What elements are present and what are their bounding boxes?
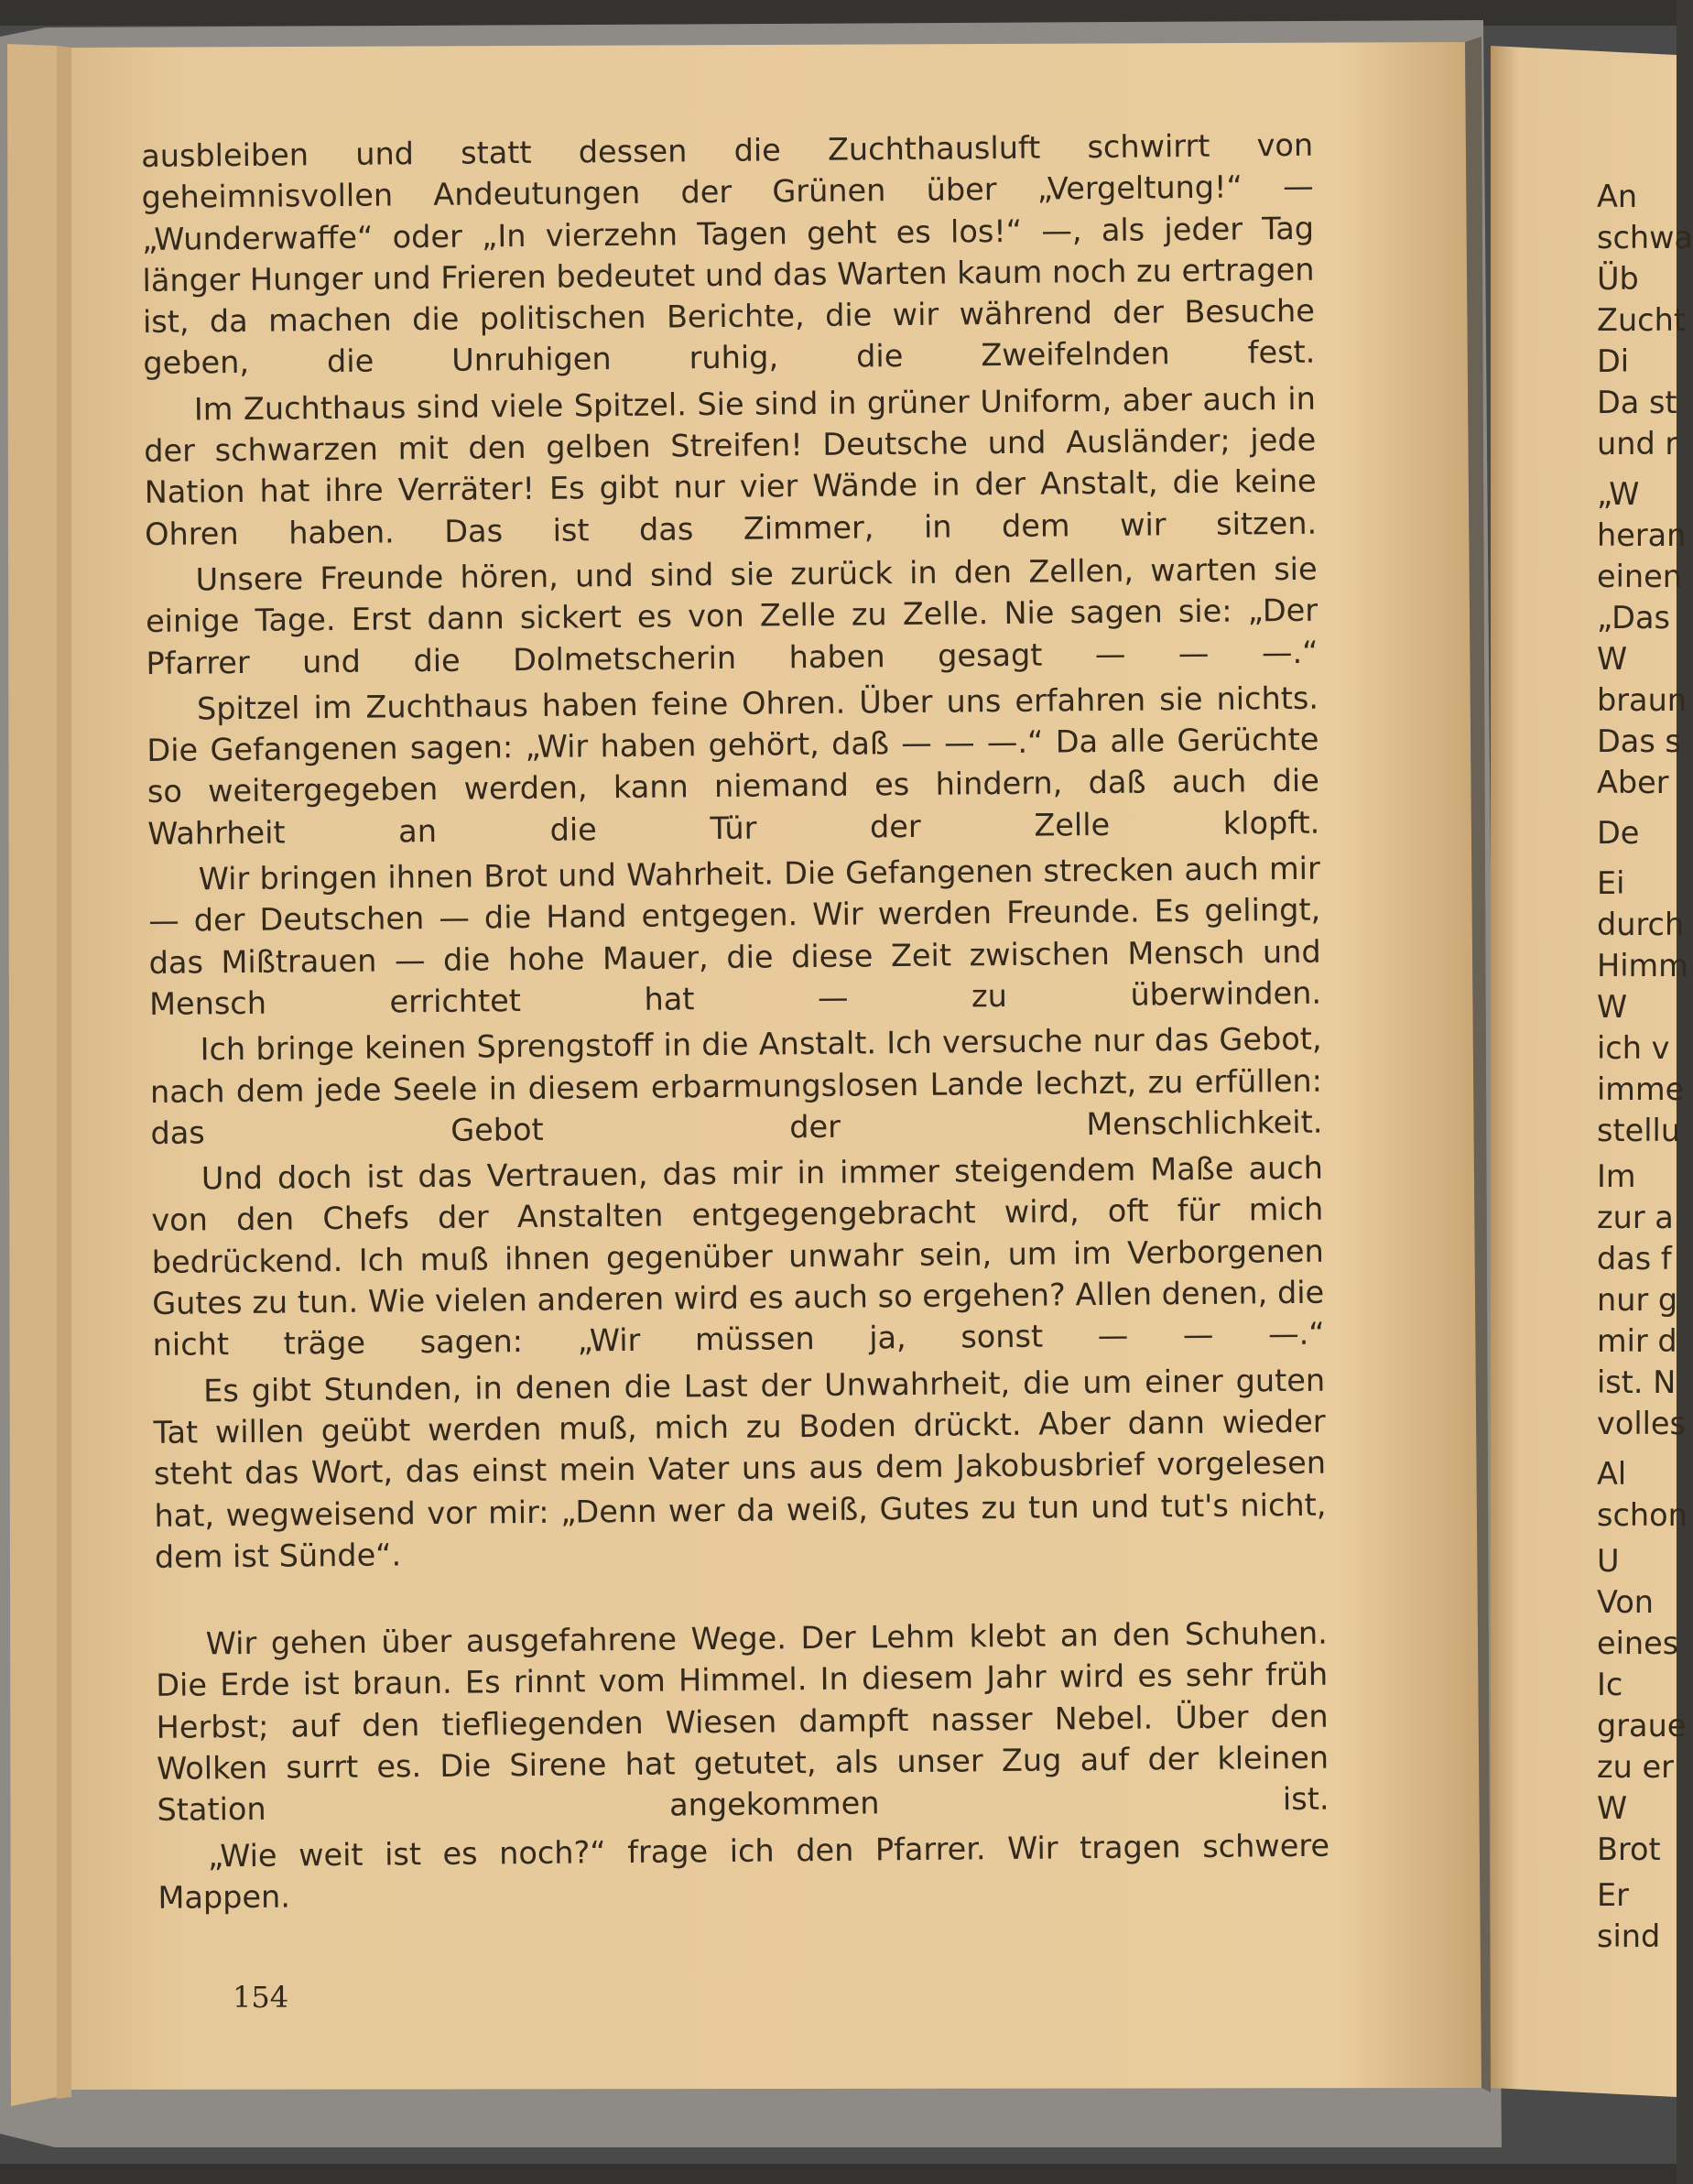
facing-line: nur g xyxy=(1597,1282,1678,1318)
facing-line: Ei xyxy=(1597,865,1625,901)
paragraph: Wir gehen über ausgefahrene Wege. Der Lehm klebt an den Schuhen. Die Erde ist braun. Es rinnt vom Himmel. In diesem Jahr wird es sehr früh Herbst; auf den tiefliegenden Wiesen dampft nasser Nebel. Über den Wolken surrt es. Die Sirene hat getutet, als unser Zug auf der kleinen Station angekommen ist. xyxy=(156,1614,1329,1829)
facing-line: braun xyxy=(1597,682,1688,718)
paragraph: ausbleiben und statt dessen die Zuchthausluft schwirrt von geheimnisvollen Andeutungen der Grünen über „Vergeltung!“ — „Wunderwaffe“ oder „In vierzehn Tagen geht es los!“ —, als jeder Tag länger Hunger und Frieren bedeutet und das Warten kaum noch zu ertragen ist, da machen die politischen Berichte, die wir während der Besuche geben, die Unruhigen ruhig, die Zweifelnden fest. xyxy=(141,126,1316,382)
facing-line: eines xyxy=(1597,1625,1679,1661)
facing-line: Aber xyxy=(1597,765,1669,800)
facing-line: Brot xyxy=(1597,1831,1661,1867)
facing-line: imme xyxy=(1597,1071,1685,1107)
facing-line: das f xyxy=(1597,1241,1672,1277)
facing-line: Im xyxy=(1597,1158,1636,1194)
facing-line: und r xyxy=(1597,426,1678,462)
facing-line: ich v xyxy=(1597,1030,1670,1066)
facing-line: schwa xyxy=(1597,220,1693,255)
facing-line: „Das xyxy=(1597,600,1670,636)
facing-line: einen xyxy=(1597,559,1682,594)
page-text xyxy=(141,125,1330,1923)
facing-line: W xyxy=(1597,989,1628,1025)
page-number: 154 xyxy=(233,1980,289,2015)
facing-line: Üb xyxy=(1597,261,1639,297)
paragraph: „Wie weit ist es noch?“ frage ich den Pfarrer. Wir tragen schwere Mappen. xyxy=(157,1827,1330,1916)
facing-line: An xyxy=(1597,179,1638,214)
facing-line: W xyxy=(1597,641,1628,677)
facing-line: Himm xyxy=(1597,948,1688,983)
facing-line: mir d xyxy=(1597,1323,1677,1359)
paragraph: Und doch ist das Vertrauen, das mir in immer steigendem Maße auch von den Chefs der Anstalten entgegengebracht wird, oft für mich bedrückend. Ich muß ihnen gegenüber unwahr sein, um im Verborgenen Gutes zu tun. Wie vielen anderen wird es auch so ergehen? Allen denen, die nicht träge sagen: „Wir müssen ja, sonst — — —.“ xyxy=(151,1149,1325,1364)
facing-line: U xyxy=(1597,1543,1620,1579)
facing-line: zu er xyxy=(1597,1749,1674,1785)
paragraph: Unsere Freunde hören, und sind sie zurück in den Zellen, warten sie einige Tage. Erst dann sickert es von Zelle zu Zelle. Nie sagen sie: „Der Pfarrer und die Dolmetscherin haben gesagt — — —.“ xyxy=(145,550,1319,681)
facing-line: Von xyxy=(1597,1584,1655,1620)
facing-line: ist. N xyxy=(1597,1364,1677,1400)
facing-line: zur a xyxy=(1597,1200,1674,1235)
facing-line: durch xyxy=(1597,907,1685,942)
paragraph: Spitzel im Zuchthaus haben feine Ohren. Über uns erfahren sie nichts. Die Gefangenen sagen: „Wir haben gehört, daß — — —.“ Da alle Gerüchte so weitergegeben werden, kann niemand es hindern, daß auch die Wahrheit an die Tür der Zelle klopft. xyxy=(147,679,1320,852)
facing-line: Al xyxy=(1597,1456,1627,1492)
facing-line: graue xyxy=(1597,1708,1687,1744)
facing-line: sind xyxy=(1597,1918,1661,1954)
facing-line: W xyxy=(1597,1790,1628,1826)
facing-line: Ic xyxy=(1597,1667,1623,1702)
paragraph: Es gibt Stunden, in denen die Last der Unwahrheit, die um einer guten Tat willen geübt werden muß, mich zu Boden drückt. Aber dann wieder steht das Wort, das einst mein Vater uns aus dem Jakobusbrief vorgelesen hat, wegweisend vor mir: „Denn wer da weiß, Gutes zu tun und tut's nicht, dem ist Sünde“. xyxy=(153,1362,1327,1575)
facing-line: De xyxy=(1597,815,1640,851)
paragraph: Wir bringen ihnen Brot und Wahrheit. Die Gefangenen strecken auch mir — der Deutschen — die Hand entgegen. Wir werden Freunde. Es gelingt, das Mißtrauen — die hohe Mauer, die diese Zeit zwischen Mensch und Mensch errichtet hat — zu überwinden. xyxy=(148,850,1322,1022)
facing-line: heran xyxy=(1597,517,1687,553)
paragraph: Im Zuchthaus sind viele Spitzel. Sie sind in grüner Uniform, aber auch in der schwarzen mit den gelben Streifen! Deutsche und Ausländer; jede Nation hat ihre Verräter! Es gibt nur vier Wände in der Anstalt, die keine Ohren haben. Das ist das Zimmer, in dem wir sitzen. xyxy=(144,380,1318,552)
facing-line: stellu xyxy=(1597,1113,1681,1148)
facing-line: Da st xyxy=(1597,385,1677,420)
facing-line: „W xyxy=(1597,476,1640,512)
facing-line: Das s xyxy=(1597,723,1681,759)
facing-line: volles xyxy=(1597,1406,1686,1441)
paragraph: Ich bringe keinen Sprengstoff in die Anstalt. Ich versuche nur das Gebot, nach dem jede Seele in diesem erbarmungslosen Lande lechzt, zu erfüllen: das Gebot der Menschlichkeit. xyxy=(149,1020,1323,1151)
facing-line: Di xyxy=(1597,343,1630,379)
facing-line: schon xyxy=(1597,1497,1688,1533)
facing-line: Zucht xyxy=(1597,302,1686,338)
facing-line: Er xyxy=(1597,1877,1629,1913)
